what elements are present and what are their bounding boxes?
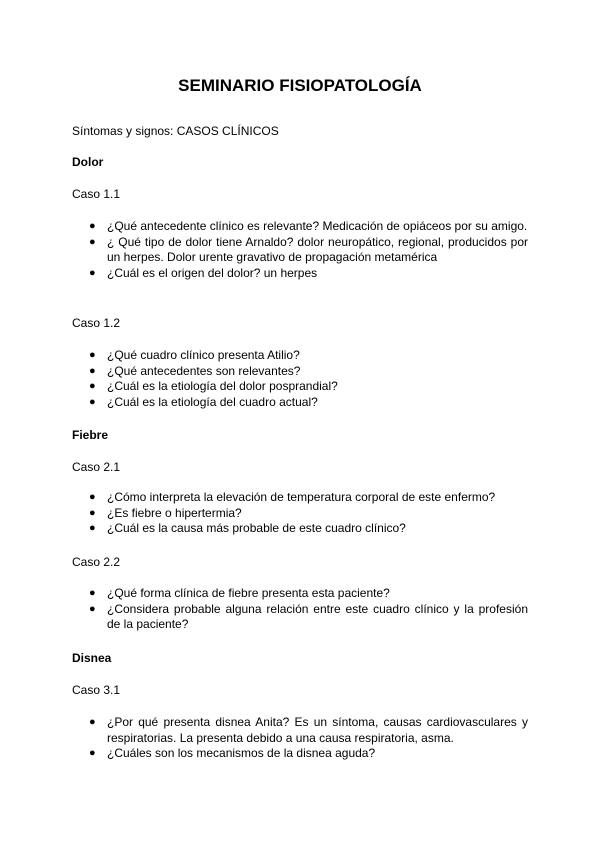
document-subtitle: Síntomas y signos: CASOS CLÍNICOS	[72, 124, 279, 138]
bullet-icon: ●	[89, 220, 96, 232]
list-item: ● ¿Cómo interpreta la elevación de temperatura corporal de este enfermo?	[89, 490, 496, 504]
list-item: ● ¿Por qué presenta disnea Anita? Es un síntoma, causas cardiovasculares y respiratorias. La presenta debido a una causa respiratoria, asma.	[89, 715, 528, 745]
bullet-icon: ●	[89, 364, 96, 377]
list-item: ● ¿Qué cuadro clínico presenta Atilio?	[89, 348, 300, 362]
bullet-icon: ●	[89, 235, 96, 248]
section-heading-fiebre: Fiebre	[72, 428, 109, 442]
case-label-1-2: Caso 1.2	[72, 316, 121, 330]
list-item: ● ¿ Qué tipo de dolor tiene Arnaldo? dolor neuropático, regional, producidos por un herpes. Dolor urente gravativo de propagación metamérica	[89, 234, 528, 264]
list-item: ● ¿Es fiebre o hipertermia?	[89, 505, 242, 520]
case-label-1-1: Caso 1.1	[72, 187, 121, 201]
list-item: ● ¿Cuál es la etiología del cuadro actual?	[89, 394, 318, 409]
list-item: ● ¿Qué antecedente clínico es relevante? Medicación de opiáceos por su amigo.	[89, 219, 528, 233]
bullet-icon: ●	[89, 266, 96, 279]
list-item: ● ¿Cuál es la etiología del dolor posprandial?	[89, 379, 338, 393]
document-title: SEMINARIO FISIOPATOLOGÍA	[178, 76, 422, 95]
bullet-icon: ●	[89, 747, 96, 759]
case-label-3-1: Caso 3.1	[72, 683, 121, 697]
bullet-icon: ●	[89, 506, 96, 519]
question-list-2-1	[72, 490, 528, 537]
question-list-2-2	[72, 586, 528, 633]
list-item: ● ¿Cuál es la causa más probable de este cuadro clínico?	[89, 521, 406, 535]
bullet-icon: ●	[89, 380, 96, 392]
list-item: ● ¿Considera probable alguna relación entre este cuadro clínico y la profesión de la paciente?	[89, 601, 528, 631]
bullet-icon: ●	[89, 587, 96, 599]
question-list-3-1	[72, 715, 528, 762]
list-item: ● ¿Cuáles son los mecanismos de la disnea aguda?	[89, 746, 376, 760]
question-list-1-2	[72, 348, 528, 410]
bullet-icon: ●	[89, 602, 96, 615]
list-item: ● ¿Qué forma clínica de fiebre presenta esta paciente?	[89, 586, 390, 600]
case-label-2-1: Caso 2.1	[72, 460, 121, 474]
list-item: ● ¿Cuál es el origen del dolor? un herpes	[89, 265, 318, 280]
bullet-icon: ●	[89, 522, 96, 534]
bullet-icon: ●	[89, 395, 96, 408]
section-heading-dolor: Dolor	[72, 155, 104, 169]
section-heading-disnea: Disnea	[72, 651, 112, 665]
list-item: ● ¿Qué antecedentes son relevantes?	[89, 363, 301, 378]
bullet-icon: ●	[89, 716, 96, 728]
bullet-icon: ●	[89, 491, 96, 503]
question-list-1-1	[72, 219, 528, 281]
case-label-2-2: Caso 2.2	[72, 555, 121, 569]
bullet-icon: ●	[89, 349, 96, 361]
